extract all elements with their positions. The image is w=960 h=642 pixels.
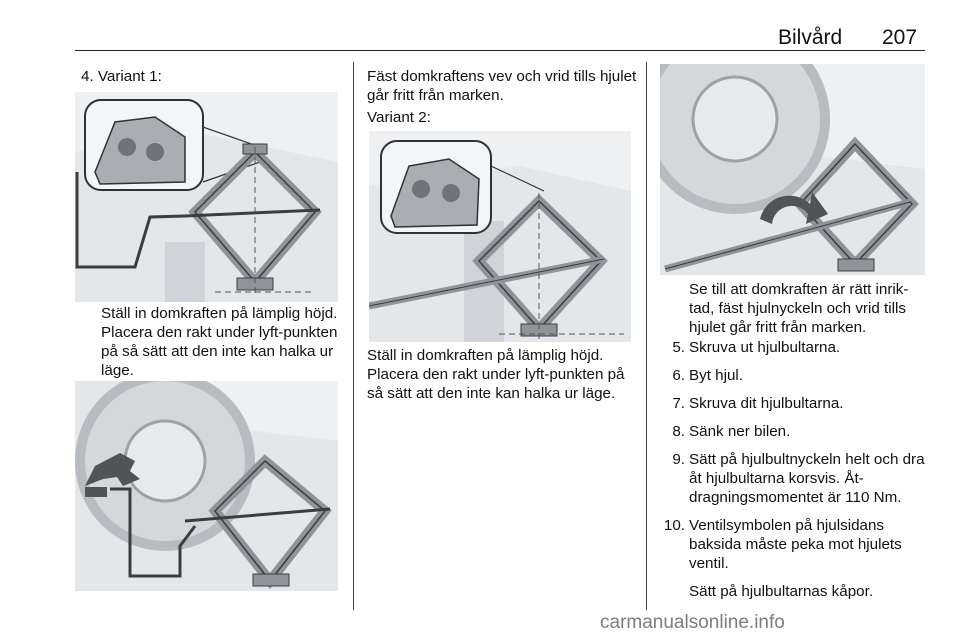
- step-text: Sänk ner bilen.: [689, 423, 791, 440]
- wheel-brace-drawing: [75, 381, 338, 591]
- jack-variant-1-illustration: [75, 92, 338, 302]
- step-text: Sätt på hjulbultnyckeln helt och dra åt hjulbultarna korsvis. Åt-dragningsmomentet är 110 Nm.: [689, 451, 925, 506]
- jack-variant-2-illustration: [369, 131, 631, 342]
- list-item: [660, 516, 930, 601]
- step-number: 9.: [672, 451, 685, 468]
- list-item: [660, 394, 930, 413]
- step-number: 5.: [672, 339, 685, 356]
- step-text: Skruva dit hjulbultarna.: [689, 395, 844, 412]
- step-4-number: 4.: [81, 68, 94, 85]
- step-text: Skruva ut hjulbultarna.: [689, 339, 841, 356]
- step-4: [81, 67, 341, 86]
- jack-variant-1-drawing: [75, 92, 338, 302]
- steps-list: [660, 338, 930, 610]
- variant-2-heading: [367, 108, 637, 127]
- jack-raising-illustration: [660, 64, 925, 275]
- watermark: carmanualsonline.info: [600, 612, 785, 633]
- illustration-1-caption: [101, 304, 341, 380]
- step-number: 7.: [672, 395, 685, 412]
- header-rule: [75, 50, 925, 51]
- caption-text: Ställ in domkraften på lämplig höjd. Placera den rakt under lyft-punkten på så sätt att den inte kan halka ur läge.: [101, 305, 338, 379]
- column-divider-1: [353, 62, 354, 610]
- illustration-3-caption: [367, 346, 639, 403]
- step-number: 10.: [663, 517, 685, 534]
- list-item: [660, 450, 930, 507]
- caption-text: Se till att domkraften är rätt inrik-tad, fäst hjulnyckeln och vrid tills hjulet går fritt från marken.: [689, 281, 909, 336]
- page-header: [0, 0, 960, 52]
- section-title: Bilvård: [778, 26, 843, 49]
- step-text: Byt hjul.: [689, 367, 744, 384]
- list-item: [660, 366, 930, 385]
- step-text: Ventilsymbolen på hjulsidans baksida måste peka mot hjulets ventil.: [689, 517, 902, 572]
- jack-raising-drawing: [660, 64, 925, 275]
- attach-crank-text: Fäst domkraftens vev och vrid tills hjulet går fritt från marken.: [367, 68, 637, 104]
- page-number: 207: [882, 26, 918, 49]
- column-divider-2: [646, 62, 647, 610]
- list-item: [660, 338, 930, 357]
- step-10-note: Sätt på hjulbultarnas kåpor.: [689, 583, 874, 600]
- caption-text: Ställ in domkraften på lämplig höjd. Placera den rakt under lyft-punkten på så sätt att den inte kan halka ur läge.: [367, 347, 625, 402]
- illustration-4-caption: [689, 280, 925, 337]
- variant-2-label: Variant 2:: [367, 109, 431, 126]
- variant-1-label: Variant 1:: [97, 68, 162, 85]
- step-number: 6.: [672, 367, 685, 384]
- attach-crank-instruction: [367, 67, 639, 105]
- step-number: 8.: [672, 423, 685, 440]
- wheel-brace-illustration: [75, 381, 338, 591]
- list-item: [660, 422, 930, 441]
- jack-variant-2-drawing: [369, 131, 631, 342]
